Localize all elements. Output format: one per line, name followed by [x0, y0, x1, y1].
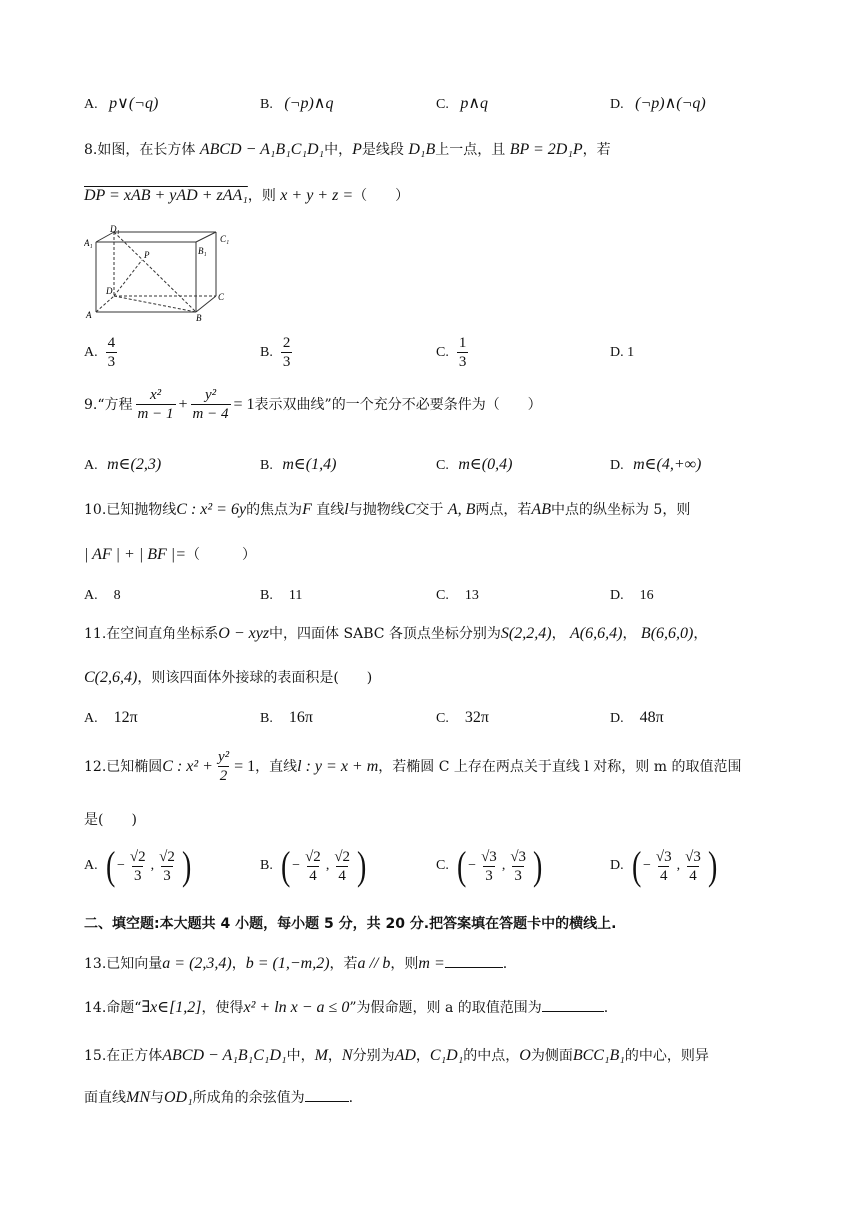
math: A, B [447, 501, 476, 518]
denominator: 3 [458, 354, 467, 370]
text: 中， [324, 142, 353, 158]
option-label: C. [436, 711, 449, 726]
text: （ ） [353, 188, 410, 204]
math: N [341, 1047, 353, 1064]
numerator: 2 [282, 335, 291, 351]
q12-stem-line2 [84, 810, 137, 830]
option-value: 48π [639, 709, 664, 726]
numerator: √3 [685, 848, 701, 865]
option-label: D. [610, 97, 624, 112]
math: = 1 [234, 757, 256, 775]
q9-option-b [260, 455, 336, 476]
text: 的中心，则异 [624, 1048, 709, 1064]
interval: ( − $\frac{√2}{4}$ , $\frac{√2}{4}$ ) [280, 843, 367, 888]
question-number: 14. [84, 1000, 107, 1016]
q8-option-a [84, 334, 120, 371]
text: ，若 [582, 142, 611, 158]
text: 是( ) [84, 812, 137, 828]
q9-stem [84, 386, 542, 423]
fraction [157, 848, 177, 885]
numerator: x² [149, 387, 162, 403]
fraction [479, 848, 499, 885]
answer-blank[interactable] [542, 1011, 604, 1012]
math: BP = 2D₁P [509, 141, 583, 158]
numerator: √2 [159, 848, 175, 865]
q12-stem-line1 [84, 748, 741, 785]
denominator: 3 [282, 354, 291, 370]
q10-stem-line1 [84, 500, 690, 520]
fraction [191, 386, 231, 423]
numerator: y² [217, 749, 230, 765]
question-number: 13. [84, 956, 107, 972]
option-label: B. [260, 711, 273, 726]
option-label: B. [260, 858, 273, 873]
option-expr: m∈(0,4) [458, 456, 513, 473]
option-label: B. [260, 344, 273, 360]
fraction [303, 848, 323, 885]
math: x² + ln x − a ≤ 0 [243, 999, 350, 1016]
math: ABCD − A₁B₁C₁D₁ [162, 1047, 287, 1064]
text: 为侧面 [530, 1048, 573, 1064]
numerator: √3 [655, 848, 672, 865]
numerator: y² [204, 387, 217, 403]
label-b: B [196, 313, 202, 322]
label-a1: A₁ [84, 238, 93, 248]
denominator: 4 [338, 867, 346, 884]
interval: ( − $\frac{√3}{4}$ , $\frac{√3}{4}$ ) [631, 843, 718, 888]
q9-option-a [84, 455, 161, 476]
text: ， [327, 1048, 342, 1064]
question-number: 10. [84, 502, 107, 518]
text: 命题“ [106, 1000, 142, 1016]
text: 上一点，且 [435, 142, 506, 158]
math: MN [126, 1089, 150, 1106]
math: S(2,2,4) [500, 625, 552, 642]
fraction [281, 334, 293, 371]
answer-blank[interactable] [305, 1101, 349, 1102]
question-number: 11. [84, 626, 107, 642]
math: C [404, 501, 416, 518]
option-label: D. [610, 711, 624, 726]
numerator: √2 [129, 848, 146, 865]
q7-option-a [84, 94, 158, 115]
q7-option-b [260, 94, 334, 115]
question-number: 12. [84, 758, 107, 775]
option-label: C. [436, 344, 449, 360]
option-value: 13 [464, 588, 479, 603]
numerator: √2 [305, 848, 321, 865]
q9-option-d [610, 455, 701, 476]
option-label: B. [260, 97, 273, 112]
math: | AF | + | BF |= [84, 546, 186, 563]
answer-blank[interactable] [445, 967, 503, 968]
option-label: B. [260, 588, 273, 603]
math: ABCD − A₁B₁C₁D₁ [199, 141, 325, 158]
option-expr: (¬p)∧q [284, 95, 334, 112]
q11-option-c [436, 708, 489, 729]
denominator: 3 [163, 867, 171, 884]
q8-option-b [260, 334, 295, 371]
q11-option-d [610, 708, 664, 729]
text: 与抛物线 [348, 502, 405, 518]
option-label: A. [84, 588, 98, 603]
math: AD [394, 1047, 416, 1064]
text: “方程 [97, 396, 133, 413]
math: O − xyz [218, 625, 270, 642]
math: ∃x∈[1,2] [141, 999, 202, 1016]
text: . [603, 1000, 609, 1016]
text: 已知抛物线 [106, 502, 177, 518]
denominator: 3 [485, 867, 493, 884]
option-label: A. [84, 344, 98, 360]
q12-option-c [436, 843, 544, 888]
text: 中， [286, 1048, 315, 1064]
text: 分别为 [352, 1048, 395, 1064]
q12-option-a [84, 843, 193, 888]
q14-stem [84, 998, 608, 1018]
option-label: C. [436, 588, 449, 603]
q11-option-a [84, 708, 138, 729]
math: C(2,6,4) [84, 669, 138, 686]
math: OD₁ [164, 1089, 193, 1106]
numerator: 4 [107, 335, 116, 351]
denominator: m − 4 [192, 406, 229, 422]
section-heading: 二、填空题:本大题共 4 小题，每小题 5 分，共 20 分.把答案填在答题卡中的横线上. [84, 916, 617, 932]
text: ，则 [247, 188, 276, 204]
option-label: A. [84, 858, 98, 873]
text: 是线段 [361, 142, 404, 158]
numerator: 1 [458, 335, 467, 351]
text: 已知椭圆 [106, 758, 163, 775]
q10-option-b [260, 586, 302, 606]
denominator: 2 [219, 768, 228, 784]
option-expr: m∈(1,4) [282, 456, 337, 473]
q12-option-b [260, 843, 368, 888]
option-value: 1 [627, 345, 635, 360]
q11-stem-line2 [84, 668, 372, 688]
math: B(6,6,0) [640, 625, 694, 642]
math: F [302, 501, 312, 518]
text: ， [415, 1048, 430, 1064]
denominator: 4 [659, 867, 668, 884]
text: ，则该四面体外接球的表面积是( ) [137, 670, 373, 686]
q10-option-a [84, 586, 121, 606]
math: M [314, 1047, 328, 1064]
text: 在正方体 [106, 1048, 163, 1064]
text: ”为假命题，则 a 的取值范围为 [349, 1000, 542, 1016]
q11-stem-line1 [84, 624, 707, 644]
option-label: A. [84, 97, 98, 112]
fraction [508, 848, 528, 885]
label-c: C [218, 292, 225, 302]
text: 已知向量 [106, 956, 163, 972]
text: ， [551, 626, 566, 642]
option-expr: (¬p)∧(¬q) [635, 95, 706, 112]
label-d: D [106, 286, 113, 296]
q10-option-d [610, 586, 654, 606]
operator: + [178, 395, 188, 413]
text: （ ） [186, 547, 256, 563]
q7-option-d [610, 94, 706, 115]
option-label: D. [610, 858, 624, 873]
text: ， [693, 626, 708, 642]
math: l : y = x + m [297, 757, 379, 775]
math: C : x² = 6y [176, 501, 247, 518]
q12-option-d [610, 843, 719, 888]
math: a // b [357, 955, 391, 972]
option-value: 8 [113, 588, 121, 603]
text: 如图，在长方体 [97, 142, 196, 158]
option-value: 11 [288, 588, 303, 603]
text: 两点，若 [475, 502, 532, 518]
fraction [332, 848, 352, 885]
text: ，则 [390, 956, 419, 972]
q8-stem-line1 [84, 140, 611, 160]
numerator: √2 [334, 848, 351, 865]
option-label: C. [436, 458, 449, 473]
option-expr: p∧q [460, 95, 489, 112]
text: 在空间直角坐标系 [106, 626, 219, 642]
label-c1: C₁ [220, 234, 230, 244]
math: O [519, 1047, 531, 1064]
q13-stem [84, 954, 507, 974]
math: C : x² + [162, 757, 213, 775]
fraction [128, 848, 148, 885]
math: b = (1,−m,2) [245, 955, 330, 972]
option-value: 12π [113, 709, 138, 726]
math: BCC₁B₁ [572, 1047, 625, 1064]
question-number: 15. [84, 1048, 107, 1064]
interval: ( − $\frac{√3}{3}$ , $\frac{√3}{3}$ ) [456, 843, 543, 888]
label-a: A [86, 310, 92, 320]
option-expr: m∈(2,3) [107, 456, 162, 473]
math: D₁B [408, 141, 436, 158]
option-label: D. [610, 588, 624, 603]
numerator: √3 [510, 848, 527, 865]
math: a = (2,3,4) [162, 955, 232, 972]
q10-option-c [436, 586, 479, 606]
fraction [457, 334, 469, 371]
question-number: 8. [84, 142, 98, 158]
text: ， [231, 956, 246, 972]
denominator: 3 [107, 354, 116, 370]
option-value: 16 [639, 588, 654, 603]
denominator: 4 [689, 867, 697, 884]
math: A(6,6,4) [570, 625, 623, 642]
option-label: B. [260, 458, 273, 473]
math: = 1 [233, 395, 255, 413]
label-d1: D₁ [110, 224, 120, 234]
denominator: 3 [514, 867, 522, 884]
text: 的焦点为 [246, 502, 303, 518]
text: 直线 [316, 502, 345, 518]
cuboid-figure [84, 224, 244, 322]
label-b1: B₁ [198, 246, 207, 256]
text: ，若椭圆 C 上存在两点关于直线 l 对称，则 m 的取值范围 [378, 758, 742, 775]
text: ，使得 [201, 1000, 244, 1016]
text: 表示双曲线”的一个充分不必要条件为（ ） [254, 396, 542, 413]
text: 中点的纵坐标为 5，则 [550, 502, 691, 518]
denominator: m − 1 [137, 406, 174, 422]
denominator: 4 [309, 867, 317, 884]
math: AB [531, 501, 551, 518]
text: 的中点， [463, 1048, 520, 1064]
q7-option-c [436, 94, 488, 115]
text: ，若 [329, 956, 358, 972]
text: 交于 [415, 502, 444, 518]
q11-option-b [260, 708, 313, 729]
fraction [683, 848, 703, 885]
q8-stem-line2 [84, 186, 409, 206]
text: ，直线 [255, 758, 298, 775]
interval: ( − $\frac{√2}{3}$ , $\frac{√2}{3}$ ) [105, 843, 192, 888]
option-label: C. [436, 858, 449, 873]
q15-stem-line1 [84, 1046, 709, 1066]
vector-equation: DP = xAB + yAD + zAA₁ [84, 187, 248, 204]
text: ， [622, 626, 637, 642]
fraction [106, 334, 118, 371]
option-label: D. [610, 458, 624, 473]
text: 与 [150, 1090, 164, 1106]
option-label: C. [436, 97, 449, 112]
text: 面直线 [84, 1090, 126, 1106]
fraction [654, 848, 674, 885]
math: l [344, 501, 349, 518]
q15-stem-line2 [84, 1088, 353, 1108]
q8-option-d [610, 343, 634, 363]
math: P [352, 141, 362, 158]
q10-stem-line2 [84, 545, 256, 565]
option-label: D. [610, 345, 624, 360]
option-label: A. [84, 711, 98, 726]
text: . [348, 1090, 354, 1106]
text: 所成角的余弦值为 [192, 1090, 305, 1106]
text: . [502, 956, 508, 972]
math: C₁D₁ [429, 1047, 464, 1064]
option-expr: m∈(4,+∞) [633, 456, 702, 473]
fraction [216, 748, 231, 785]
text: 中，四面体 SABC 各顶点坐标分别为 [269, 626, 501, 642]
denominator: 3 [133, 867, 142, 884]
numerator: √3 [481, 848, 497, 865]
q8-option-c [436, 334, 471, 371]
label-p: P [144, 250, 150, 260]
option-value: 16π [288, 709, 313, 726]
math: x + y + z = [280, 187, 354, 204]
option-value: 32π [464, 709, 489, 726]
math: m = [418, 955, 445, 972]
q9-option-c [436, 455, 512, 476]
fraction [136, 386, 176, 423]
option-expr: p∨(¬q) [109, 95, 159, 112]
option-label: A. [84, 458, 98, 473]
question-number: 9. [84, 396, 98, 413]
